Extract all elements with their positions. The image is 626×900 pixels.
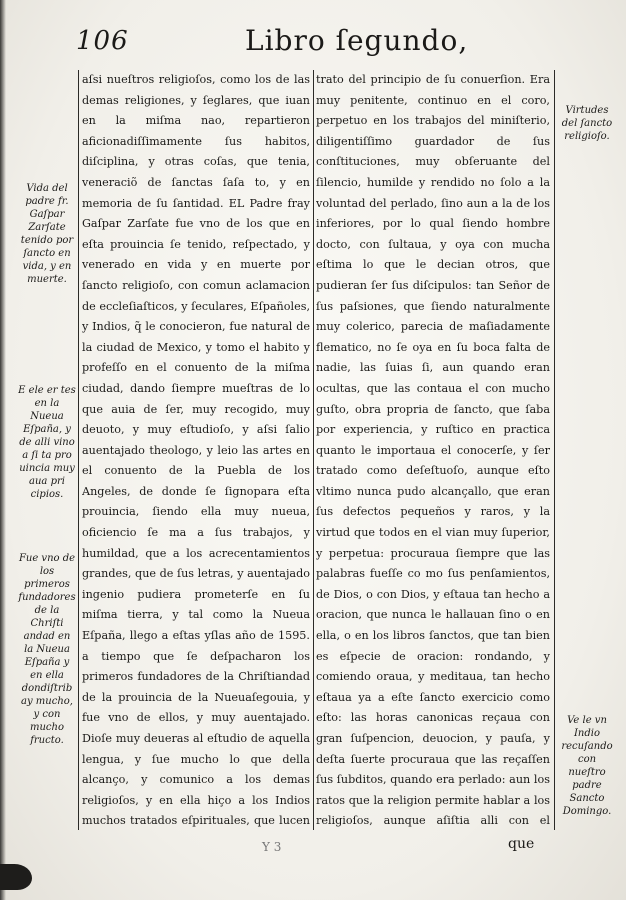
margin-note-right: Ve le vn Indio recuſando con nueſtro padre Sancto Domingo. xyxy=(561,715,613,817)
page-number: 106 xyxy=(76,26,129,56)
column-rule-left xyxy=(78,70,79,830)
margin-note-left: Fue vno de los primeros fundadores de la Chriſti andad en la Nueua Eſpaña y en ella dondiſtrib ay mucho, y con mucho fructo. xyxy=(18,553,76,746)
catchword: que xyxy=(508,836,535,852)
column-rule-center xyxy=(313,70,314,830)
page-edge-shadow xyxy=(0,0,6,900)
running-title: Libro ſegundo, xyxy=(245,24,469,57)
column-rule-right xyxy=(554,70,555,830)
thumb-shadow xyxy=(0,864,32,890)
signature-mark: Y 3 xyxy=(262,840,282,854)
margin-note-right: Virtudes del ſancto religioſo. xyxy=(561,105,613,142)
text-column-left: aſsi nueſtros religioſos, como los de las demas religiones, y ſeglares, que iuan en la miſma nao, repartieron aficionadiſſimamente ſus habitos, diſciplina, y otras coſas, que tenia, veneraciõ de ſanctas ſaſa to, y en memoria de ſu ſantidad. EL Padre fray Gaſpar Zarſate fue vno de los que en eſta prouincia ſe tenido, reſpectado, y venerado en vida y en muerte por ſancto religioſo, con comun aclamacion de eccleſiaſticos, y ſeculares, Eſpañoles, y Indios, q̃ le conocieron, fue natural de la ciudad de Mexico, y tomo el habito y profeſſo en el conuento de la miſma ciudad, dando ſiempre mueſtras de lo que auia de ſer, muy recogido, muy deuoto, y muy eſtudioſo, y aſsi ſalio auentajado theologo, y leio las artes en el conuento de la Puebla de los Angeles, de donde ſe ſignopara eſta prouincia, ſiendo ella muy nueua, oficiencio ſe ma a ſus trabajos, y humildad, que a los acrecentamientos grandes, que de ſus letras, y auentajado ingenio pudiera prometerſe en ſu miſma tierra, y tal como la Nueua Eſpaña, llego a eſtas yſlas año de 1595. a tiempo que ſe deſpacharon los primeros fundadores de la Chriſtiandad de la prouincia de la Nueuaſegouia, y fue vno de ellos, y muy auentajado. Dioſe muy deueras al eſtudio de aquella lengua, y ſue mucho lo que della alcanço, y comunico a los demas religioſos, y en ella hiço a los Indios muchos tratados eſpirituales, que lucen xyxy=(82,73,310,828)
margin-note-left: Vida del padre fr. Gaſpar Zarſate tenido por ſancto en vida, y en muerte. xyxy=(20,183,74,285)
margin-note-left: E ele er tes en la Nueua Eſpaña, y de alli vino a ſi ta pro uincia muy aua pri cipios. xyxy=(18,385,76,500)
text-column-right: trato del principio de ſu conuerſion. Era muy penitente, continuo en el coro, perpetuo en los trabajos del miniſterio, diligentiſſimo guardador de ſus conſtituciones, muy obſeruante del ſilencio, humilde y rendido no ſolo a la voluntad del perlado, ſino aun a la de los inferiores, por lo qual ſiendo hombre docto, con ſultaua, y oya con mucha eſtima lo que le decian otros, que pudieran ſer ſus diſcipulos: tan Señor de ſus paſsiones, que ſiendo naturalmente muy colerico, parecia de maſiadamente flematico, no ſe oya en ſu boca falta de nadie, las ſuias ſi, aun quando eran ocultas, que las contaua el con mucho guſto, obra propria de ſancto, que ſaba por experiencia, y ruſtico en practica quanto le importaua el conocerſe, y ſer tratado como deſeſtuoſo, aunque eſto vltimo nunca pudo alcançallo, que eran ſus defectos pequeños y raros, y la virtud que todos en el vian muy ſuperior, y perpetua: procuraua ſiempre que las palabras fueſſe co mo ſus penſamientos, de Dios, o con Dios, y eſtaua tan hecho a oracion, que nunca le hallauan ſino o en ella, o en los libros ſanctos, que tan bien es eſpecie de oracion: rondando, y comiendo oraua, y meditaua, tan hecho eſtaua ya a eſte ſancto exercicio como eſto: las horas canonicas reçaua con gran ſuſpencion, deuocion, y pauſa, y deſta ſuerte procuraua que las reçaſſen ſus ſubditos, quando era perlado: aun los ratos que la religion permite hablar a los religioſos, aunque aſiſtia alli con el xyxy=(316,73,550,828)
